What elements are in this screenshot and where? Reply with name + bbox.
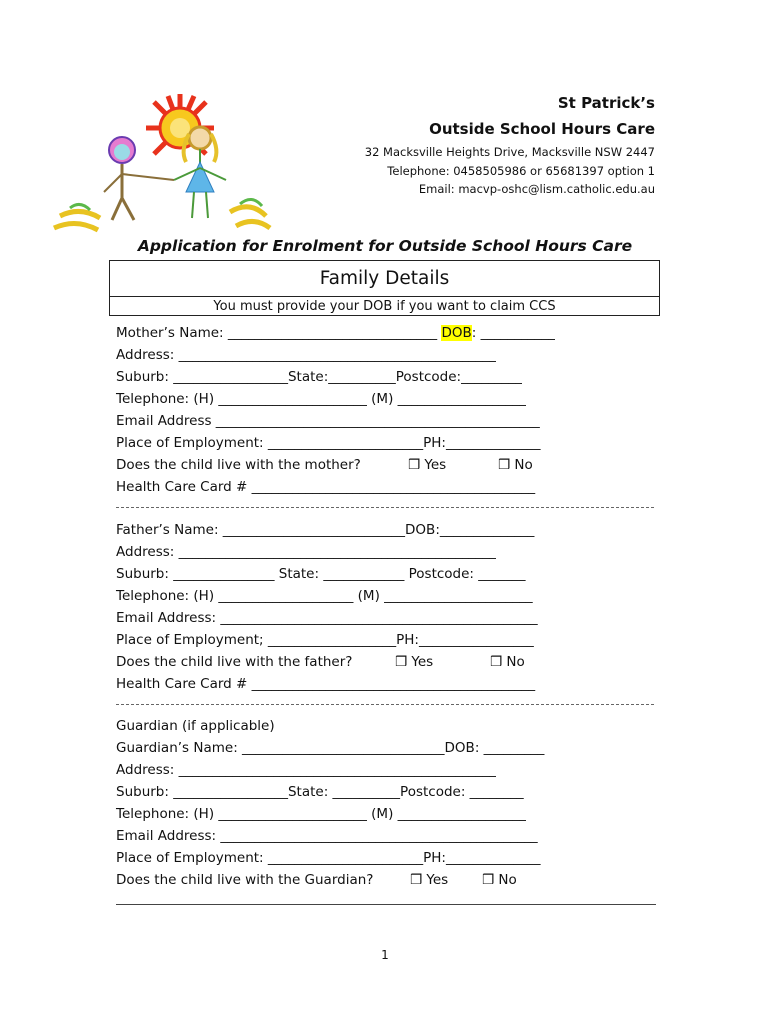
mother-telephone-field[interactable]: Telephone: (H) ______________________ (M) ___________________	[116, 391, 526, 407]
school-name: St Patrick’s	[557, 94, 655, 112]
mother-no-checkbox[interactable]	[498, 456, 533, 474]
father-suburb-state-postcode-field[interactable]: Suburb: _______________ State: ____________ Postcode: _______	[116, 566, 526, 582]
checkbox-icon: ❒	[408, 457, 421, 473]
school-email: Email: macvp-oshc@lism.catholic.edu.au	[418, 182, 655, 196]
section-separator	[116, 704, 654, 705]
checkbox-icon: ❒	[498, 457, 511, 473]
guardian-name-dob-field[interactable]: Guardian’s Name: ______________________________DOB: _________	[116, 740, 545, 756]
checkbox-icon: ❒	[490, 654, 503, 670]
mother-email-field[interactable]: Email Address ________________________________________________	[116, 413, 540, 429]
father-name-dob-field[interactable]: Father’s Name: ___________________________DOB:______________	[116, 522, 535, 538]
guardian-no-checkbox[interactable]	[482, 871, 517, 889]
guardian-employment-field[interactable]: Place of Employment: _______________________PH:______________	[116, 850, 541, 866]
logo-child-drawing-icon	[40, 88, 280, 238]
father-address-field[interactable]: Address: _______________________________________________	[116, 544, 496, 560]
father-yes-checkbox[interactable]	[395, 653, 433, 671]
form-title: Application for Enrolment for Outside School Hours Care	[137, 237, 633, 255]
child-drawing-icon	[54, 127, 270, 230]
guardian-suburb-state-postcode-field[interactable]: Suburb: _________________State: __________Postcode: ________	[116, 784, 524, 800]
mother-name-label: Mother’s Name: _______________________________	[116, 325, 442, 341]
service-name: Outside School Hours Care	[429, 120, 655, 138]
father-email-field[interactable]: Email Address: _______________________________________________	[116, 610, 538, 626]
school-address: 32 Macksville Heights Drive, Macksville NSW 2447	[364, 145, 655, 159]
father-health-card-field[interactable]: Health Care Card # __________________________________________	[116, 676, 536, 692]
father-no-checkbox[interactable]	[490, 653, 525, 671]
father-employment-field[interactable]: Place of Employment; ___________________PH:_________________	[116, 632, 534, 648]
mother-lives-with-question: Does the child live with the mother?	[116, 457, 361, 473]
page-number: 1	[381, 948, 389, 962]
yes-label: Yes	[411, 654, 434, 670]
yes-label: Yes	[426, 872, 449, 888]
section-separator	[116, 507, 654, 508]
mother-suburb-state-postcode-field[interactable]: Suburb: _________________State:__________Postcode:_________	[116, 369, 522, 385]
guardian-address-field[interactable]: Address: _______________________________________________	[116, 762, 496, 778]
guardian-yes-checkbox[interactable]	[410, 871, 448, 889]
mother-employment-field[interactable]: Place of Employment: _______________________PH:______________	[116, 435, 541, 451]
mother-yes-checkbox[interactable]	[408, 456, 446, 474]
father-telephone-field[interactable]: Telephone: (H) ____________________ (M) ______________________	[116, 588, 533, 604]
school-telephone: Telephone: 0458505986 or 65681397 option 1	[387, 164, 655, 178]
no-label: No	[506, 654, 525, 670]
checkbox-icon: ❒	[482, 872, 495, 888]
checkbox-icon: ❒	[410, 872, 423, 888]
guardian-section-label: Guardian (if applicable)	[116, 718, 275, 734]
no-label: No	[514, 457, 533, 473]
family-details-title: Family Details	[319, 268, 450, 289]
mother-health-card-field[interactable]: Health Care Card # __________________________________________	[116, 479, 536, 495]
father-lives-with-question: Does the child live with the father?	[116, 654, 353, 670]
divider	[110, 296, 659, 297]
guardian-telephone-field[interactable]: Telephone: (H) ______________________ (M) ___________________	[116, 806, 526, 822]
bottom-rule	[116, 904, 656, 905]
mother-address-field[interactable]: Address: _______________________________________________	[116, 347, 496, 363]
guardian-lives-with-question: Does the child live with the Guardian?	[116, 872, 374, 888]
yes-label: Yes	[424, 457, 447, 473]
no-label: No	[498, 872, 517, 888]
mother-dob-label: DOB	[441, 325, 472, 341]
ccs-note: You must provide your DOB if you want to claim CCS	[213, 299, 556, 314]
mother-dob-field[interactable]: : ___________	[471, 325, 555, 341]
checkbox-icon: ❒	[395, 654, 408, 670]
guardian-email-field[interactable]: Email Address: _______________________________________________	[116, 828, 538, 844]
mother-name-field[interactable]	[116, 324, 555, 342]
family-details-box	[109, 260, 660, 316]
